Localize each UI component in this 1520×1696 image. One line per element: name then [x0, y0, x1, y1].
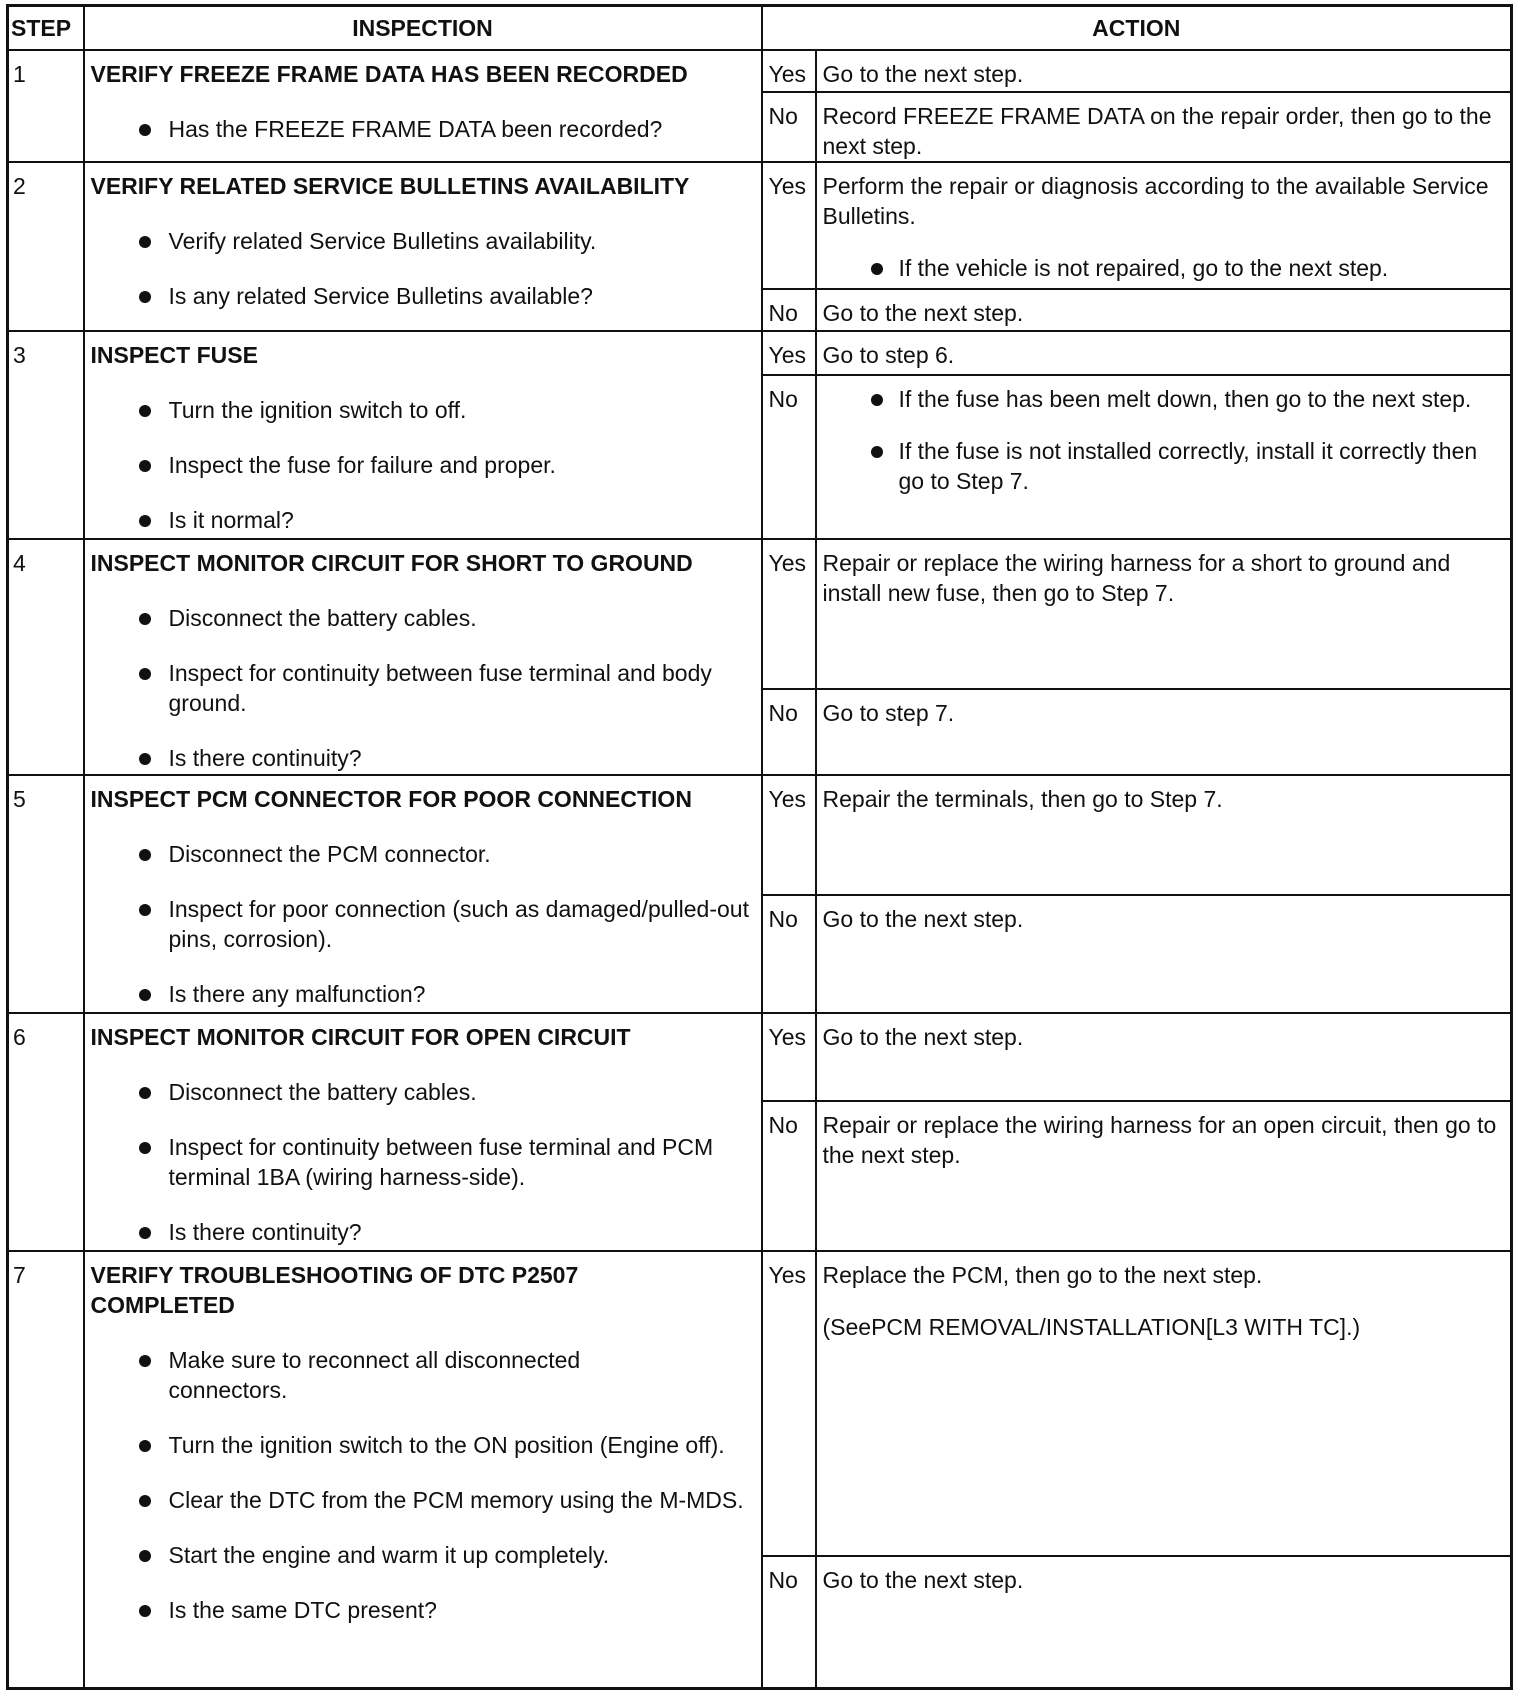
inspection-bullets — [91, 395, 755, 535]
inspection-cell — [84, 775, 762, 1013]
inspection-bullet: Is there continuity? — [91, 743, 755, 773]
inspection-bullet: Inspect for poor connection (such as damaged/pulled-out pins, corrosion). — [91, 894, 755, 954]
action-bullet: If the vehicle is not repaired, go to the next step. — [823, 253, 1505, 283]
yes-action: Go to the next step. — [816, 1013, 1512, 1101]
step-number: 1 — [8, 50, 84, 162]
inspection-title: VERIFY TROUBLESHOOTING OF DTC P2507 COMPLETED — [90, 1262, 579, 1318]
inspection-bullet: Disconnect the battery cables. — [91, 1077, 755, 1107]
inspection-bullet: Is the same DTC present? — [91, 1595, 755, 1625]
inspection-bullet: Is it normal? — [91, 505, 755, 535]
step-7-yes-row — [8, 1251, 1512, 1556]
yes-label: Yes — [762, 331, 816, 375]
no-action: Go to step 7. — [816, 689, 1512, 775]
yes-label: Yes — [762, 162, 816, 289]
inspection-bullet: Inspect the fuse for failure and proper. — [91, 450, 755, 480]
yes-action: Repair the terminals, then go to Step 7. — [816, 775, 1512, 895]
inspection-bullet: Has the FREEZE FRAME DATA been recorded? — [91, 114, 755, 144]
inspection-bullet: Inspect for continuity between fuse terminal and body ground. — [91, 658, 755, 718]
action-bullets — [823, 253, 1505, 283]
header-row — [8, 6, 1512, 51]
no-label: No — [762, 92, 816, 162]
yes-action: Repair or replace the wiring harness for a short to ground and install new fuse, then go to Step 7. — [816, 539, 1512, 689]
action-bullet: If the fuse has been melt down, then go to the next step. — [823, 384, 1505, 414]
inspection-bullet: Start the engine and warm it up completely. — [91, 1540, 755, 1570]
no-action: Record FREEZE FRAME DATA on the repair order, then go to the next step. — [816, 92, 1512, 162]
inspection-title: VERIFY FREEZE FRAME DATA HAS BEEN RECORDED — [90, 61, 688, 87]
inspection-cell — [84, 539, 762, 775]
step-3-yes-row — [8, 331, 1512, 375]
inspection-bullet: Is any related Service Bulletins available? — [91, 281, 755, 311]
no-label: No — [762, 1556, 816, 1689]
inspection-bullets — [91, 603, 755, 773]
no-action: Repair or replace the wiring harness for an open circuit, then go to the next step. — [816, 1101, 1512, 1251]
inspection-cell — [84, 50, 762, 162]
no-action: Go to the next step. — [816, 1556, 1512, 1689]
step-number: 6 — [8, 1013, 84, 1251]
inspection-bullets — [91, 1077, 755, 1247]
inspection-cell — [84, 1251, 762, 1689]
no-label: No — [762, 289, 816, 331]
inspection-title: INSPECT PCM CONNECTOR FOR POOR CONNECTION — [90, 786, 692, 812]
inspection-bullets — [91, 114, 755, 144]
yes-label: Yes — [762, 1251, 816, 1556]
step-5-yes-row — [8, 775, 1512, 895]
no-label: No — [762, 1101, 816, 1251]
yes-label: Yes — [762, 50, 816, 92]
step-6-yes-row — [8, 1013, 1512, 1101]
yes-label: Yes — [762, 775, 816, 895]
pcm-removal-reference-link[interactable]: (SeePCM REMOVAL/INSTALLATION[L3 WITH TC].) — [822, 1314, 1361, 1340]
action-bullet: If the fuse is not installed correctly, install it correctly then go to Step 7. — [823, 436, 1505, 496]
header-action: ACTION — [762, 6, 1512, 51]
step-number: 3 — [8, 331, 84, 539]
yes-action: Go to step 6. — [816, 331, 1512, 375]
inspection-bullet: Turn the ignition switch to off. — [91, 395, 755, 425]
diagnostic-table — [6, 4, 1513, 1690]
no-label: No — [762, 375, 816, 539]
header-step: STEP — [8, 6, 84, 51]
inspection-title: INSPECT MONITOR CIRCUIT FOR OPEN CIRCUIT — [90, 1024, 631, 1050]
no-action: Go to the next step. — [816, 289, 1512, 331]
inspection-bullet: Is there continuity? — [91, 1217, 755, 1247]
inspection-bullets — [91, 839, 755, 1009]
step-number: 4 — [8, 539, 84, 775]
inspection-cell — [84, 331, 762, 539]
inspection-title: VERIFY RELATED SERVICE BULLETINS AVAILABILITY — [90, 173, 690, 199]
inspection-cell — [84, 1013, 762, 1251]
step-number: 2 — [8, 162, 84, 331]
step-2-yes-row — [8, 162, 1512, 289]
diagnostic-procedure-page — [6, 4, 1510, 1690]
step-1-yes-row — [8, 50, 1512, 92]
inspection-bullet: Disconnect the battery cables. — [91, 603, 755, 633]
no-action: Go to the next step. — [816, 895, 1512, 1013]
no-label: No — [762, 689, 816, 775]
inspection-cell — [84, 162, 762, 331]
inspection-bullet: Inspect for continuity between fuse terminal and PCM terminal 1BA (wiring harness-side). — [91, 1132, 755, 1192]
inspection-title: INSPECT FUSE — [90, 342, 258, 368]
yes-action-cell — [816, 1251, 1512, 1556]
step-number: 5 — [8, 775, 84, 1013]
inspection-bullet: Verify related Service Bulletins availability. — [91, 226, 755, 256]
inspection-bullet: Clear the DTC from the PCM memory using the M-MDS. — [91, 1485, 755, 1515]
yes-action: Go to the next step. — [816, 50, 1512, 92]
inspection-bullet: Make sure to reconnect all disconnected connectors. — [91, 1345, 755, 1405]
inspection-bullets — [91, 1345, 755, 1625]
step-4-yes-row — [8, 539, 1512, 689]
no-action-cell — [816, 375, 1512, 539]
inspection-bullets — [91, 226, 755, 311]
yes-label: Yes — [762, 539, 816, 689]
yes-action-cell — [816, 162, 1512, 289]
yes-label: Yes — [762, 1013, 816, 1101]
inspection-bullet: Turn the ignition switch to the ON position (Engine off). — [91, 1430, 755, 1460]
yes-action: Replace the PCM, then go to the next step. — [822, 1262, 1263, 1288]
inspection-bullet: Disconnect the PCM connector. — [91, 839, 755, 869]
no-label: No — [762, 895, 816, 1013]
inspection-bullet: Is there any malfunction? — [91, 979, 755, 1009]
header-inspection: INSPECTION — [84, 6, 762, 51]
action-bullets — [823, 384, 1505, 496]
inspection-title: INSPECT MONITOR CIRCUIT FOR SHORT TO GROUND — [90, 550, 693, 576]
yes-action: Perform the repair or diagnosis according to the available Service Bulletins. — [822, 173, 1489, 229]
step-number: 7 — [8, 1251, 84, 1689]
